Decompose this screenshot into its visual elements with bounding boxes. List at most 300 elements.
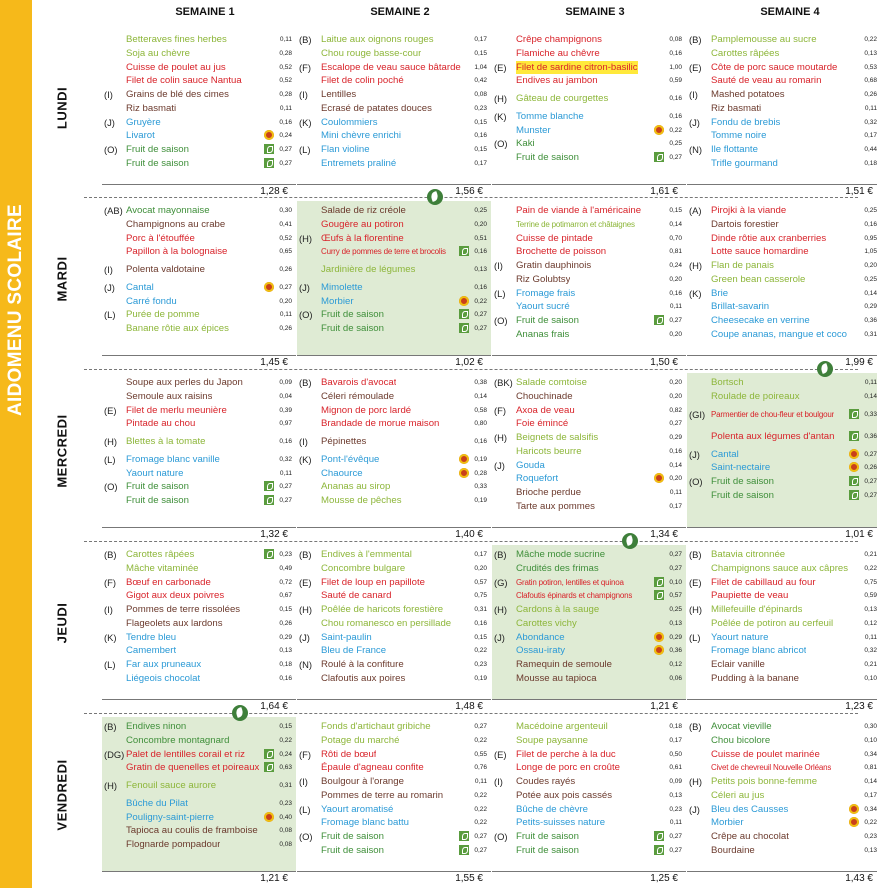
menu-item	[687, 658, 877, 671]
menu-item	[102, 390, 294, 403]
dish-name: Salade de riz créole	[321, 205, 406, 217]
dish-price: 1,04	[474, 63, 487, 71]
menu-item	[492, 803, 684, 816]
dish-price: 0,13	[864, 50, 877, 58]
dish-name: Filet de colin sauce Nantua	[126, 75, 242, 87]
menu-item	[102, 548, 294, 561]
menu-item	[492, 431, 684, 444]
dish-name: Ananas frais	[516, 328, 570, 340]
dish-name: Gratin dauphinois	[516, 260, 592, 272]
dish-price: 0,16	[279, 674, 292, 682]
menu-item	[297, 245, 489, 258]
day-total-price: 1,48 €	[455, 701, 483, 712]
menu-item	[492, 459, 684, 472]
dish-price: 0,14	[474, 393, 487, 401]
dish-price: 0,21	[864, 551, 877, 559]
dish-price: 0,08	[474, 91, 487, 99]
menu-cell-mardi-week-3	[492, 201, 686, 355]
dish-price: 0,22	[474, 647, 487, 655]
dish-price: 0,27	[474, 311, 487, 319]
menu-item	[492, 314, 684, 327]
dish-price: 0,04	[279, 393, 292, 401]
dish-name: Fruit de saison	[321, 309, 384, 321]
day-total-price: 1,21 €	[260, 873, 288, 884]
dish-price: 0,23	[669, 805, 682, 813]
menu-cell-mercredi-week-2	[297, 373, 491, 527]
allergen-code: (H)	[299, 604, 313, 616]
menu-item	[492, 47, 684, 60]
menu-item	[687, 672, 877, 685]
allergen-code: (I)	[104, 264, 113, 276]
dish-name: Gâteau de courgettes	[516, 93, 609, 105]
menu-item	[297, 435, 489, 448]
dish-name: Chaource	[321, 467, 363, 479]
sidebar-title: AIDOMENU SCOLAIRE	[5, 204, 26, 416]
dish-price: 0,20	[669, 330, 682, 338]
dish-name: Cuisse de poulet au jus	[126, 61, 226, 73]
menu-cell-vendredi-week-1	[102, 717, 296, 871]
dish-name: Bourdaine	[711, 844, 755, 856]
menu-item	[687, 844, 877, 857]
menu-item	[297, 74, 489, 87]
dish-name: Fromage blanc battu	[321, 817, 409, 829]
dish-name: Riz basmati	[711, 102, 762, 114]
dish-name: Bortsch	[711, 377, 744, 389]
dish-price: 0,41	[279, 221, 292, 229]
organic-label-icon	[264, 481, 274, 491]
allergen-code: (J)	[689, 116, 700, 128]
dish-price: 0,22	[669, 126, 682, 134]
allergen-code: (B)	[104, 549, 117, 561]
menu-item	[687, 803, 877, 816]
organic-label-icon	[459, 309, 469, 319]
menu-item	[297, 390, 489, 403]
dish-name: Far aux pruneaux	[126, 658, 202, 670]
dish-price: 0,18	[279, 660, 292, 668]
dish-price: 0,06	[669, 674, 682, 682]
day-total-price: 1,50 €	[650, 357, 678, 368]
day-total-price: 1,02 €	[455, 357, 483, 368]
dish-price: 0,27	[669, 316, 682, 324]
dish-price: 0,15	[474, 118, 487, 126]
menu-cell-lundi-week-4	[687, 30, 877, 184]
menu-item	[297, 88, 489, 101]
dish-name: Fromage blanc vanille	[126, 454, 220, 466]
dish-name: Munster	[516, 124, 551, 136]
dish-price: 0,26	[864, 91, 877, 99]
menu-item	[297, 232, 489, 245]
dish-name: Céleri rémoulade	[321, 391, 395, 403]
dish-price: 0,40	[279, 813, 292, 821]
dish-price: 0,70	[669, 234, 682, 242]
allergen-code: (O)	[104, 143, 118, 155]
menu-item	[102, 245, 294, 258]
dish-name: Papillon à la bolognaise	[126, 246, 228, 258]
dish-price: 0,20	[474, 565, 487, 573]
menu-item	[492, 273, 684, 286]
dish-name: Œufs à la florentine	[321, 232, 404, 244]
dish-price: 0,38	[474, 379, 487, 387]
dish-price: 0,22	[474, 805, 487, 813]
menu-item	[102, 263, 294, 276]
menu-item	[102, 748, 294, 761]
dish-name: Côte de porc sauce moutarde	[711, 61, 838, 73]
day-separator	[84, 541, 858, 542]
dish-price: 0,32	[864, 647, 877, 655]
dish-price: 0,22	[864, 565, 877, 573]
dish-name: Filet de merlu meunière	[126, 404, 227, 416]
dish-price: 0,22	[474, 737, 487, 745]
menu-item	[492, 445, 684, 458]
day-label-jeudi: JEUDI	[54, 602, 70, 644]
dish-price: 0,19	[474, 497, 487, 505]
day-total-price: 1,23 €	[845, 701, 873, 712]
allergen-code: (B)	[104, 721, 117, 733]
menu-item	[102, 88, 294, 101]
menu-item	[687, 102, 877, 115]
dish-price: 0,81	[864, 764, 877, 772]
dish-name: Gigot aux deux poivres	[126, 590, 225, 602]
dish-price: 0,25	[864, 275, 877, 283]
menu-item	[102, 797, 294, 810]
allergen-code: (L)	[104, 454, 116, 466]
organic-label-icon	[264, 749, 274, 759]
dish-price: 0,57	[669, 592, 682, 600]
week-header-2: SEMAINE 2	[370, 6, 430, 18]
day-separator	[84, 369, 858, 370]
dish-name: Fruit de saison	[516, 830, 579, 842]
menu-item	[102, 322, 294, 335]
menu-item	[492, 658, 684, 671]
menu-cell-vendredi-week-4	[687, 717, 877, 871]
menu-item	[297, 116, 489, 129]
dish-name: Concombre montagnard	[126, 735, 230, 747]
dish-name: Sauté de canard	[321, 590, 392, 602]
menu-item	[297, 143, 489, 156]
menu-item	[102, 838, 294, 851]
menu-item	[492, 720, 684, 733]
dish-name: Pommes de terre au romarin	[321, 789, 444, 801]
menu-item	[102, 74, 294, 87]
menu-item	[687, 562, 877, 575]
allergen-code: (J)	[494, 459, 505, 471]
dish-price: 0,34	[864, 805, 877, 813]
dish-name: Rôti de bœuf	[321, 748, 377, 760]
menu-item	[102, 467, 294, 480]
dish-price: 0,30	[864, 723, 877, 731]
allergen-code: (O)	[104, 481, 118, 493]
dish-name: Champignons au crabe	[126, 219, 226, 231]
organic-label-icon	[264, 495, 274, 505]
allergen-code: (I)	[299, 436, 308, 448]
allergen-code: (O)	[689, 475, 703, 487]
dish-price: 0,75	[474, 592, 487, 600]
allergen-code: (E)	[494, 748, 507, 760]
menu-item	[687, 390, 877, 403]
dish-price: 0,57	[474, 578, 487, 586]
menu-item	[492, 816, 684, 829]
dish-price: 0,16	[669, 95, 682, 103]
menu-item	[687, 430, 877, 443]
dish-price: 0,18	[864, 159, 877, 167]
allergen-code: (I)	[689, 89, 698, 101]
menu-item	[492, 417, 684, 430]
menu-item	[492, 61, 684, 74]
dish-price: 0,52	[279, 77, 292, 85]
dish-name: Brochette de poisson	[516, 246, 607, 258]
dish-price: 0,51	[474, 234, 487, 242]
allergen-code: (O)	[299, 830, 313, 842]
dish-price: 0,27	[669, 154, 682, 162]
menu-item	[102, 116, 294, 129]
day-total-price: 1,45 €	[260, 357, 288, 368]
aop-label-icon	[849, 462, 859, 472]
menu-item	[687, 287, 877, 300]
dish-price: 0,65	[279, 248, 292, 256]
day-label-mercredi: MERCREDI	[54, 414, 70, 488]
allergen-code: (L)	[689, 631, 701, 643]
dish-name: Fenouil sauce aurore	[126, 780, 217, 792]
dish-price: 0,32	[864, 118, 877, 126]
dish-price: 0,20	[474, 221, 487, 229]
menu-cell-mardi-week-4	[687, 201, 877, 355]
dish-price: 0,49	[279, 565, 292, 573]
menu-item	[297, 281, 489, 294]
allergen-code: (I)	[299, 776, 308, 788]
vegetarian-leaf-icon	[232, 705, 248, 721]
dish-name: Crudités des frimas	[516, 563, 599, 575]
menu-item	[492, 486, 684, 499]
dish-name: Fruit de saison	[126, 143, 189, 155]
dish-name: Riz basmati	[126, 102, 177, 114]
dish-name: Sauté de veau au romarin	[711, 75, 822, 87]
menu-item	[492, 562, 684, 575]
organic-label-icon	[264, 158, 274, 168]
total-divider	[102, 527, 296, 528]
organic-label-icon	[264, 762, 274, 772]
menu-item	[102, 576, 294, 589]
dish-name: Palet de lentilles corail et riz	[126, 748, 245, 760]
menu-item	[297, 47, 489, 60]
allergen-code: (L)	[299, 803, 311, 815]
menu-item	[492, 631, 684, 644]
dish-price: 0,12	[669, 660, 682, 668]
dish-name: Gruyère	[126, 116, 161, 128]
menu-item	[492, 548, 684, 561]
allergen-code: (E)	[494, 61, 507, 73]
dish-price: 0,15	[279, 723, 292, 731]
dish-name: Mâche vitaminée	[126, 563, 199, 575]
dish-price: 0,58	[474, 406, 487, 414]
dish-name: Fromage blanc abricot	[711, 645, 807, 657]
dish-price: 0,16	[279, 118, 292, 126]
organic-label-icon	[654, 831, 664, 841]
menu-cell-jeudi-week-3	[492, 545, 686, 699]
menu-item	[102, 644, 294, 657]
menu-item	[102, 720, 294, 733]
dish-name: Épaule d'agneau confite	[321, 762, 424, 774]
allergen-code: (K)	[494, 111, 507, 123]
menu-item	[687, 830, 877, 843]
dish-name: Soupe paysanne	[516, 735, 589, 747]
dish-price: 0,16	[279, 438, 292, 446]
dish-name: Fruit de saison	[321, 830, 384, 842]
menu-item	[102, 281, 294, 294]
menu-cell-vendredi-week-2	[297, 717, 491, 871]
dish-name: Saint-paulin	[321, 631, 372, 643]
allergen-code: (O)	[494, 314, 508, 326]
allergen-code: (A)	[689, 205, 702, 217]
day-separator	[84, 197, 858, 198]
dish-price: 0,20	[669, 475, 682, 483]
menu-item	[102, 631, 294, 644]
dish-price: 0,27	[279, 145, 292, 153]
menu-item	[687, 644, 877, 657]
dish-price: 0,28	[279, 50, 292, 58]
dish-name: Filet de loup en papillote	[321, 576, 426, 588]
dish-price: 0,63	[279, 764, 292, 772]
menu-cell-mardi-week-1	[102, 201, 296, 355]
dish-price: 0,76	[474, 764, 487, 772]
menu-item	[492, 775, 684, 788]
dish-name: Flamiche au chêvre	[516, 48, 600, 60]
dish-price: 0,26	[279, 266, 292, 274]
menu-item	[687, 300, 877, 313]
menu-item	[297, 775, 489, 788]
dish-price: 0,17	[474, 551, 487, 559]
dish-price: 0,08	[669, 36, 682, 44]
dish-price: 0,26	[279, 619, 292, 627]
allergen-code: (J)	[104, 116, 115, 128]
dish-name: Coupe ananas, mangue et coco	[711, 328, 848, 340]
menu-item	[687, 489, 877, 502]
organic-label-icon	[849, 490, 859, 500]
menu-item	[492, 137, 684, 150]
dish-name: Filet de colin poché	[321, 75, 404, 87]
allergen-code: (L)	[104, 309, 116, 321]
dish-name: Carottes râpées	[126, 549, 195, 561]
menu-item	[297, 562, 489, 575]
dish-name: Fruit de saison	[711, 489, 774, 501]
total-divider	[297, 871, 491, 872]
aop-label-icon	[849, 817, 859, 827]
menu-item	[492, 830, 684, 843]
dish-price: 0,23	[279, 800, 292, 808]
dish-price: 0,11	[669, 819, 682, 827]
menu-item	[297, 576, 489, 589]
menu-item	[687, 589, 877, 602]
dish-name: Chouchinade	[516, 391, 573, 403]
dish-price: 0,27	[279, 284, 292, 292]
dish-price: 0,16	[474, 438, 487, 446]
organic-label-icon	[459, 831, 469, 841]
dish-name: Bœuf en carbonade	[126, 576, 211, 588]
dish-price: 0,25	[669, 140, 682, 148]
dish-name: Parmentier de chou-fleur et boulgour	[711, 409, 835, 419]
dish-price: 0,82	[669, 406, 682, 414]
dish-price: 0,13	[669, 791, 682, 799]
organic-label-icon	[654, 845, 664, 855]
menu-item	[102, 376, 294, 389]
dish-name: Cantal	[711, 448, 739, 460]
menu-item	[492, 218, 684, 231]
dish-price: 0,27	[279, 497, 292, 505]
menu-item	[297, 761, 489, 774]
dish-price: 0,26	[864, 464, 877, 472]
dish-name: Flageolets aux lardons	[126, 617, 223, 629]
dish-price: 0,29	[864, 303, 877, 311]
allergen-code: (GI)	[689, 408, 706, 420]
dish-price: 0,13	[474, 266, 487, 274]
menu-item	[102, 404, 294, 417]
dish-price: 0,11	[279, 469, 292, 477]
total-divider	[297, 355, 491, 356]
dish-price: 0,80	[474, 420, 487, 428]
dish-price: 0,14	[669, 221, 682, 229]
dish-price: 0,32	[279, 456, 292, 464]
dish-price: 0,11	[864, 633, 877, 641]
dish-price: 0,28	[474, 469, 487, 477]
dish-price: 0,19	[474, 456, 487, 464]
dish-price: 0,11	[864, 104, 877, 112]
menu-item	[102, 129, 294, 142]
dish-price: 0,27	[669, 832, 682, 840]
menu-item	[687, 576, 877, 589]
aop-label-icon	[654, 125, 664, 135]
dish-price: 0,27	[669, 420, 682, 428]
menu-item	[492, 404, 684, 417]
dish-price: 0,22	[864, 819, 877, 827]
dish-name: Soja au chèvre	[126, 48, 190, 60]
menu-item	[297, 129, 489, 142]
allergen-code: (I)	[299, 89, 308, 101]
dish-price: 0,27	[474, 846, 487, 854]
allergen-code: (H)	[494, 93, 508, 105]
dish-name: Mousse de pêches	[321, 495, 402, 507]
menu-item	[687, 617, 877, 630]
dish-name: Ananas au sirop	[321, 481, 391, 493]
day-total-price: 1,56 €	[455, 186, 483, 197]
dish-name: Abondance	[516, 631, 565, 643]
menu-item	[687, 129, 877, 142]
menu-item	[102, 658, 294, 671]
day-label-mardi: MARDI	[54, 256, 70, 302]
dish-price: 0,17	[669, 502, 682, 510]
menu-item	[297, 816, 489, 829]
total-divider	[492, 355, 686, 356]
dish-price: 0,17	[669, 737, 682, 745]
allergen-code: (L)	[104, 658, 116, 670]
allergen-code: (F)	[299, 61, 311, 73]
vegetarian-leaf-icon	[622, 533, 638, 549]
dish-price: 0,95	[864, 234, 877, 242]
dish-name: Green bean casserole	[711, 273, 806, 285]
dish-name: Fruit de saison	[321, 844, 384, 856]
menu-item	[102, 779, 294, 792]
dish-name: Clafoutis épinards et champignons	[516, 591, 633, 601]
dish-name: Coulommiers	[321, 116, 378, 128]
menu-item	[687, 816, 877, 829]
dish-name: Jardinière de légumes	[321, 264, 416, 276]
menu-item	[492, 603, 684, 616]
aop-label-icon	[459, 468, 469, 478]
dish-price: 0,11	[279, 311, 292, 319]
dish-price: 0,68	[864, 77, 877, 85]
dish-name: Laitue aux oignons rouges	[321, 34, 434, 46]
dish-price: 0,14	[864, 393, 877, 401]
allergen-code: (E)	[689, 576, 702, 588]
aop-label-icon	[849, 804, 859, 814]
